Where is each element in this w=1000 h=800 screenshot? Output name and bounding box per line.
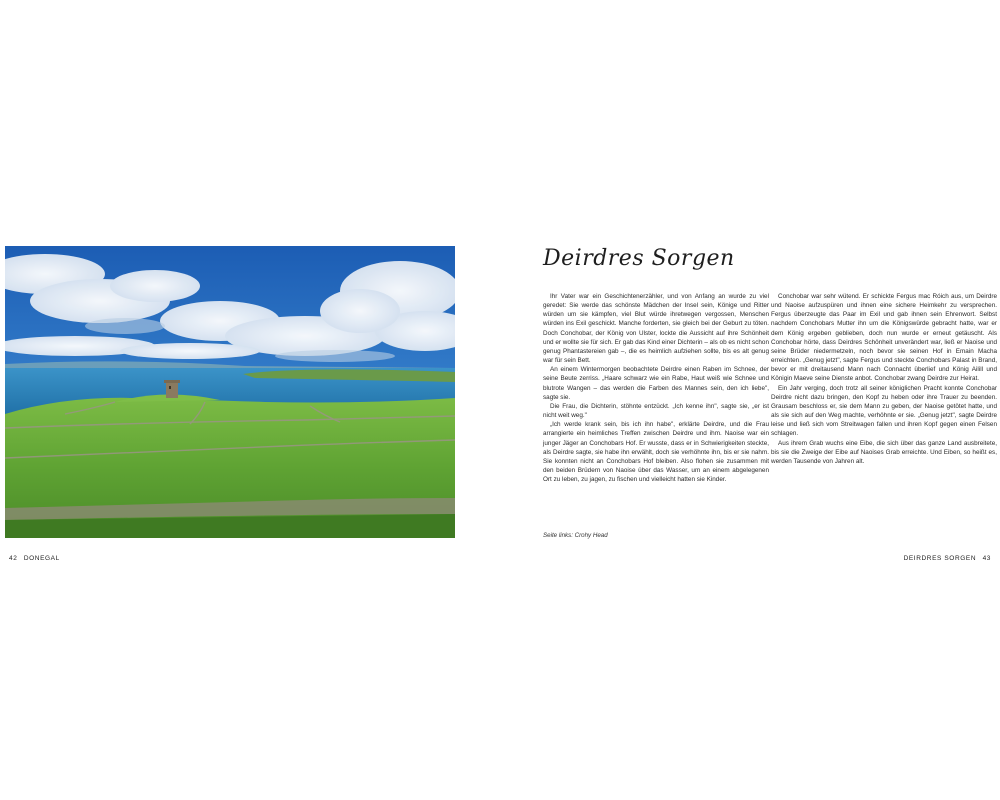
- paragraph: Ein Jahr verging, doch trotz all seiner königlichen Pracht konnte Conchobar Deirdre nicht dazu bringen, den Kopf zu heben oder ihre Trauer zu beenden. Grausam beschloss er, sie dem Mann zu geben, der Naoise getötet hatte, und als sie sich auf den Weg machte, verhöhnte er sie. „Genug jetzt", sagte Deirdre leise und ließ sich vom Streitwagen fallen und ihren Kopf gegen einen Felsen schlagen.: [771, 384, 997, 438]
- article-column-right: [771, 292, 997, 466]
- chapter-title: Deirdres Sorgen: [543, 246, 735, 271]
- photo-caption: Seite links: Crohy Head: [543, 532, 608, 539]
- paragraph: Ihr Vater war ein Geschichtenerzähler, und von Anfang an wurde zu viel geredet: Sie werde das schönste Mädchen der Insel sein, Könige und Ritter würden um sie kämpfen, viel Blut würde ihretwegen vergossen, Menschen würden ins Exil geschickt. Manche forderten, sie gleich bei der Geburt zu töten. Doch Conchobar, der König von Ulster, lockte die Aussicht auf ihre Schönheit und er wollte sie für sich. Er gab das Kind einer Dichterin – als ob es nicht schon genug Phantastereien gab –, die es heimlich aufziehen sollte, bis es alt genug war für sein Bett.: [543, 293, 769, 365]
- paragraph: An einem Wintermorgen beobachtete Deirdre einen Raben im Schnee, der seine Beute zerriss. „Haare schwarz wie ein Rabe, Haut weiß wie Schnee und blutrote Wangen – das werden die Farben des Mannes sein, den ich liebe", sagte sie.: [543, 366, 769, 401]
- paragraph: Die Frau, die Dichterin, stöhnte entzückt. „Ich kenne ihn", sagte sie, „er ist nicht weit weg.": [543, 402, 769, 420]
- paragraph: Aus ihrem Grab wuchs eine Eibe, die sich über das ganze Land ausbreitete, bis sie die Zweige der Eibe auf Naoises Grab erreichte. Und Eiben, so heißt es, werden Tausende von Jahren alt.: [771, 439, 997, 465]
- page-number: 43: [982, 555, 991, 562]
- paragraph: „Ich werde krank sein, bis ich ihn habe", erklärte Deirdre, und die Frau arrangierte ein heimliches Treffen zwischen Deirdre und ihm. Naoise war ein junger Jäger an Conchobars Hof. Er wusste, dass er in Schwierigkeiten steckte, als Deirdre sagte, sie habe ihn erwählt, doch sie verhöhnte ihn, bis er sie nahm. Sie konnten nicht an Conchobars Hof bleiben. Also flohen sie zusammen mit den beiden Brüdern von Naoise über das Wasser, um an einem abgelegenen Ort zu leben, zu jagen, zu fischen und vielleicht hatten sie Kinder.: [543, 421, 769, 484]
- landscape-photo: [5, 246, 455, 538]
- article-column-left: [543, 292, 769, 484]
- page-number: 42: [9, 555, 18, 562]
- section-name: DEIRDRES SORGEN: [903, 555, 977, 562]
- left-page-footer: [5, 555, 60, 562]
- section-name: DONEGAL: [23, 555, 60, 562]
- right-page-footer: [904, 555, 995, 562]
- paragraph: Conchobar war sehr wütend. Er schickte Fergus mac Róich aus, um Deirdre und Naoise aufzuspüren und ihnen eine sichere Heimkehr zu versprechen. Fergus überzeugte das Paar im Exil und gab ihnen sein Ehrenwort. Selbst nachdem Conchobars Mutter ihn um die Königswürde gebracht hatte, war er dem König ergeben geblieben, doch nun wurde er erneut getäuscht. Als Conchobar hörte, dass Deirdres Schönheit unverändert war, ließ er Naoise und seine Brüder niedermetzeln, noch bevor sie seinen Hof in Emain Macha erreichten. „Genug jetzt", sagte Fergus und steckte Conchobars Palast in Brand, bevor er mit dreitausend Mann nach Connacht überlief und König Ailill und Königin Maeve seine Dienste anbot. Conchobar zwang Deirdre zur Heirat.: [771, 293, 997, 383]
- landscape-photo-image: [5, 246, 455, 538]
